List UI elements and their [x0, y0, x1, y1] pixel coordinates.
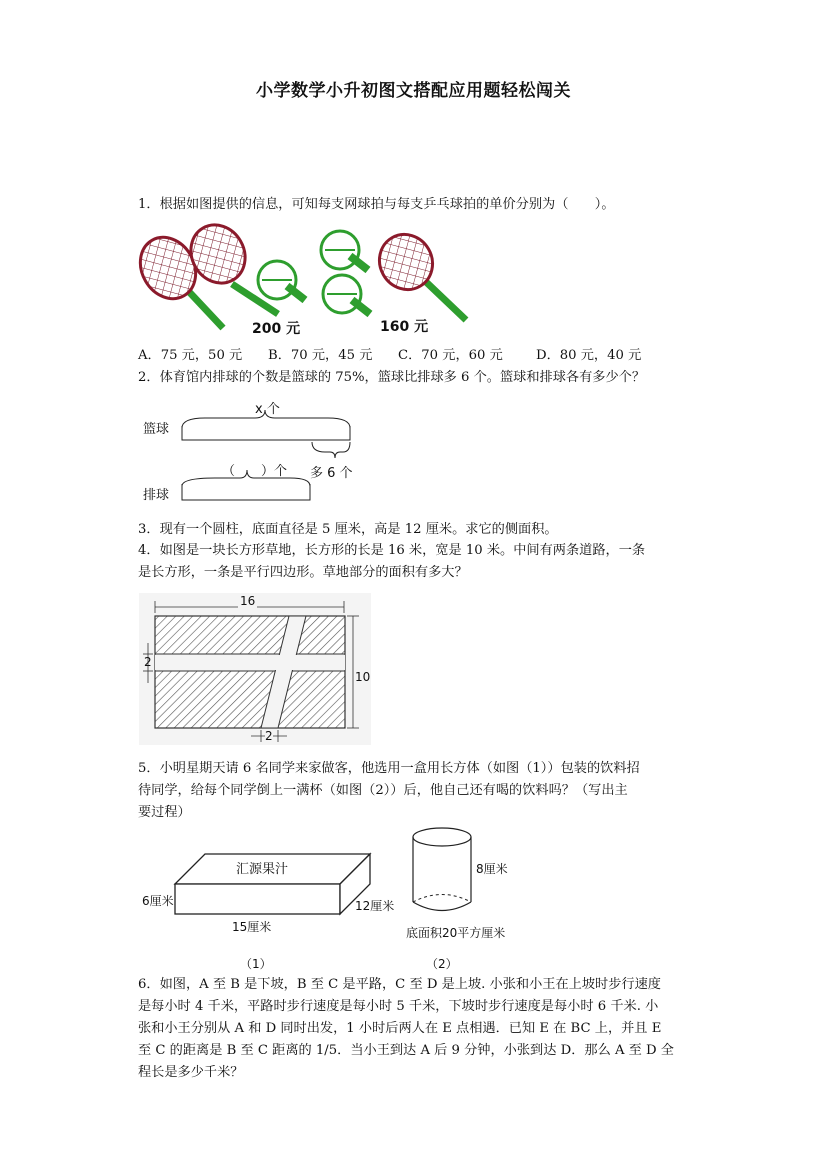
- pingpong-paddle-icon: [323, 275, 370, 314]
- option-c[interactable]: C．70 元，60 元: [398, 348, 503, 363]
- question-1-text: 1．根据如图提供的信息，可知每支网球拍与每支乒乓球拍的单价分别为（ ）。: [138, 197, 615, 212]
- cup-base: 底面积20平方厘米: [406, 926, 506, 940]
- pingpong-paddle-icon: [321, 231, 368, 270]
- label-basketball: 篮球: [143, 422, 170, 437]
- box-length: 15厘米: [232, 920, 272, 934]
- label-volleyball: 排球: [143, 488, 170, 503]
- dim-width: 10: [355, 670, 371, 684]
- x-label: x 个: [255, 402, 280, 417]
- dim-road-vertical: 2: [265, 729, 273, 743]
- question-6-line1: 6．如图，A 至 B 是下坡，B 至 C 是平路，C 至 D 是上坡. 小张和小王在上坡时步行速度: [138, 977, 661, 992]
- question-1-options: [138, 345, 738, 366]
- box-width: 12厘米: [355, 899, 395, 913]
- question-5-line2: 待同学，给每个同学倒上一满杯（如图（2））后，他自己还有喝的饮料吗？（写出主: [138, 783, 628, 798]
- more-label: 多 6 个: [310, 466, 353, 481]
- question-2-text: 2．体育馆内排球的个数是篮球的 75%，篮球比排球多 6 个。篮球和排球各有多少个？: [138, 370, 646, 385]
- box-brand: 汇源果汁: [236, 862, 289, 877]
- price-right: 160 元: [380, 319, 429, 335]
- blank-label: （ ）个: [222, 464, 288, 479]
- pingpong-paddle-icon: [258, 261, 305, 300]
- dim-length: 16: [240, 594, 256, 608]
- question-4-line1: 4．如图是一块长方形草地，长方形的长是 16 米，宽是 10 米。中间有两条道路，一条: [138, 543, 646, 558]
- price-left: 200 元: [252, 321, 301, 337]
- racket-illustration: [0, 222, 827, 362]
- fig1-label: （1）: [240, 957, 272, 971]
- lawn-diagram: [139, 593, 371, 745]
- question-3-text: 3．现有一个圆柱，底面直径是 5 厘米，高是 12 厘米。求它的侧面积。: [138, 522, 558, 537]
- question-5-line1: 5．小明星期天请 6 名同学来家做客，他选用一盒用长方体（如图（1））包装的饮料招: [138, 761, 640, 776]
- tennis-racket-icon: [369, 225, 466, 320]
- segment-diagram: [0, 400, 827, 520]
- fig2-label: （2）: [426, 957, 458, 971]
- option-d[interactable]: D．80 元，40 元: [536, 348, 642, 363]
- box-height: 6厘米: [142, 894, 174, 908]
- question-6-line4: 至 C 的距离是 B 至 C 距离的 1/5．当小王到达 A 后 9 分钟，小张到达 D．那么 A 至 D 全: [138, 1043, 674, 1058]
- page-title: 小学数学小升初图文搭配应用题轻松闯关: [256, 81, 571, 101]
- question-5-line3: 要过程）: [138, 805, 191, 820]
- option-a[interactable]: A．75 元，50 元: [138, 348, 243, 363]
- dim-road-horizontal: 2: [144, 655, 152, 669]
- option-b[interactable]: B．70 元，45 元: [268, 348, 373, 363]
- question-6-line3: 张和小王分别从 A 和 D 同时出发，1 小时后两人在 E 点相遇．已知 E 在 BC 上，并且 E: [138, 1021, 662, 1036]
- question-6-line5: 程长是多少千米？: [138, 1065, 244, 1080]
- question-6-line2: 是每小时 4 千米，平路时步行速度是每小时 5 千米，下坡时步行速度是每小时 6 千米. 小: [138, 999, 659, 1014]
- question-4-line2: 是长方形，一条是平行四边形。草地部分的面积有多大？: [138, 565, 468, 580]
- cup-height: 8厘米: [476, 862, 508, 876]
- cup-diagram: [410, 825, 480, 915]
